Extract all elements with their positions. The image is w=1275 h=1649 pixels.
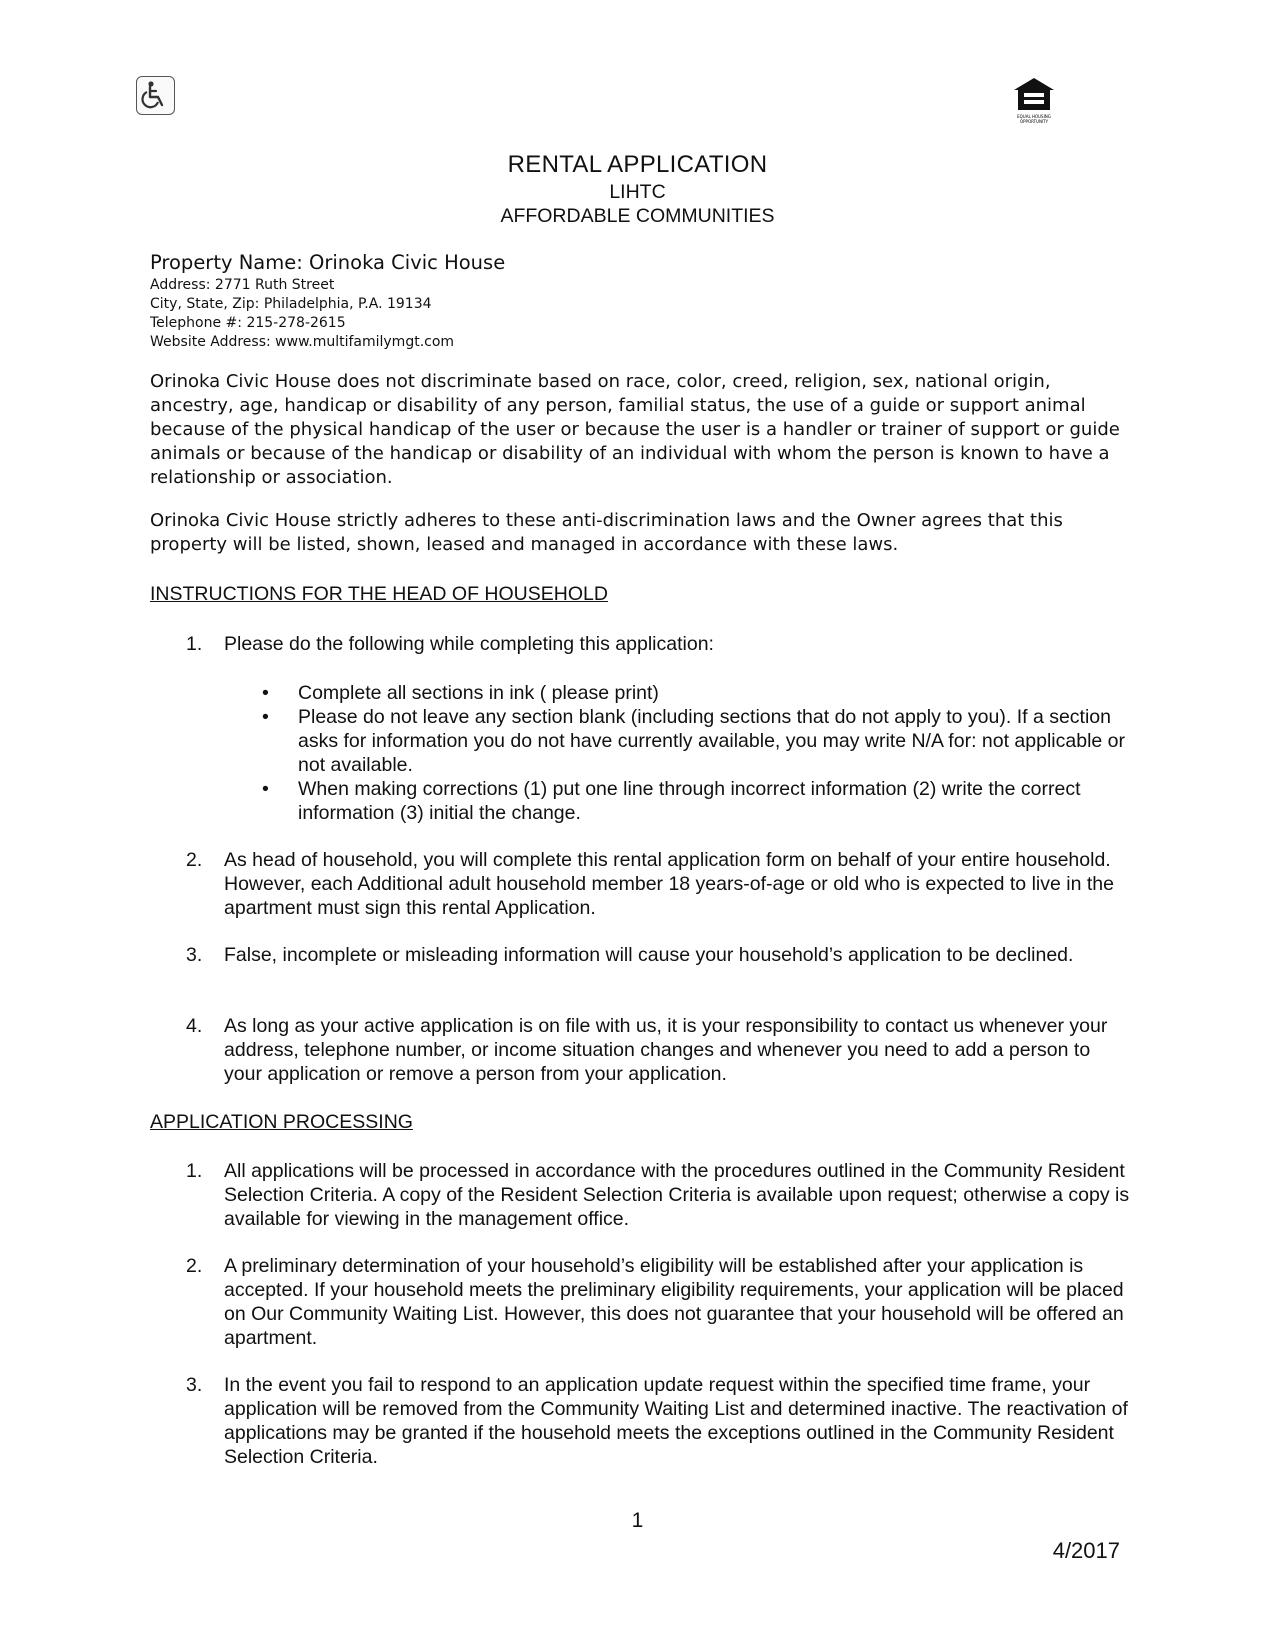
item-text: All applications will be processed in accordance with the procedures outlined in the Community Resident Selection Criteria. A copy of the Resident Selection Criteria is available upon request; otherwise a copy is available for viewing in the management office. bbox=[224, 1160, 1130, 1230]
processing-heading: APPLICATION PROCESSING bbox=[150, 1111, 413, 1133]
item-text: As head of household, you will complete this rental application form on behalf of your entire household. However, each Additional adult household member 18 years-of-age or old who is expected to live in the apartment must sign this rental Application. bbox=[224, 849, 1114, 919]
instruction-item bbox=[150, 848, 1130, 920]
item-text: In the event you fail to respond to an application update request within the specified time frame, your application will be removed from the Community Waiting List and determined inactive. The reactivation of applications may be granted if the household meets the exceptions outlined in the Community Resident Selection Criteria. bbox=[224, 1374, 1128, 1468]
instruction-bullet bbox=[150, 681, 1130, 705]
item-text: As long as your active application is on file with us, it is your responsibility to contact us whenever your address, telephone number, or income situation changes and whenever you need to add a person to your application or remove a person from your application. bbox=[224, 1015, 1108, 1085]
item-number: 4. bbox=[186, 1015, 203, 1037]
item-text: A preliminary determination of your household’s eligibility will be established after your application is accepted. If your household meets the preliminary eligibility requirements, your application will be placed on Our Community Waiting List. However, this does not guarantee that your household will be offered an apartment. bbox=[224, 1255, 1124, 1349]
processing-item bbox=[150, 1373, 1130, 1469]
property-info bbox=[150, 250, 505, 352]
item-number: 1. bbox=[186, 1160, 203, 1182]
property-website: Website Address: www.multifamilymgt.com bbox=[150, 334, 455, 350]
page-number: 1 bbox=[631, 1509, 644, 1532]
title-block bbox=[0, 150, 1275, 228]
instruction-item bbox=[150, 632, 1130, 656]
bullet-text: Complete all sections in ink ( please print) bbox=[298, 682, 659, 704]
property-phone: Telephone #: 215-278-2615 bbox=[150, 315, 346, 331]
property-name: Property Name: Orinoka Civic House bbox=[150, 251, 506, 274]
instruction-bullet bbox=[150, 777, 1130, 825]
item-number: 3. bbox=[186, 1374, 203, 1396]
instructions-heading: INSTRUCTIONS FOR THE HEAD OF HOUSEHOLD bbox=[150, 583, 608, 605]
item-text: False, incomplete or misleading information will cause your household’s application to be declined. bbox=[224, 944, 1074, 966]
item-number: 2. bbox=[186, 849, 203, 871]
processing-item bbox=[150, 1159, 1130, 1231]
item-number: 2. bbox=[186, 1255, 203, 1277]
bullet-icon: • bbox=[262, 706, 269, 728]
page-title: RENTAL APPLICATION bbox=[507, 151, 768, 178]
instruction-item bbox=[150, 1014, 1130, 1086]
item-number: 1. bbox=[186, 633, 203, 655]
equal-housing-text: EQUAL HOUSING OPPORTUNITY bbox=[1017, 114, 1051, 124]
item-text: Please do the following while completing this application: bbox=[224, 633, 714, 655]
processing-item bbox=[150, 1254, 1130, 1350]
bullet-icon: • bbox=[262, 778, 269, 800]
bullet-icon: • bbox=[262, 682, 269, 704]
equal-housing-opportunity-logo bbox=[1010, 76, 1058, 124]
bullet-text: Please do not leave any section blank (including sections that do not apply to you). If a section asks for information you do not have currently available, you may write N/A for: not applicable or not available. bbox=[298, 706, 1125, 776]
bullet-text: When making corrections (1) put one line through incorrect information (2) write the correct information (3) initial the change. bbox=[298, 778, 1081, 824]
property-city: City, State, Zip: Philadelphia, P.A. 19134 bbox=[150, 296, 432, 312]
wheelchair-icon bbox=[136, 76, 175, 115]
instruction-bullet bbox=[150, 705, 1130, 777]
property-address: Address: 2771 Ruth Street bbox=[150, 277, 335, 293]
revision-date: 4/2017 bbox=[1052, 1538, 1120, 1563]
page-subtitle-lihtc: LIHTC bbox=[609, 181, 666, 203]
compliance-paragraph: Orinoka Civic House strictly adheres to these anti-discrimination laws and the Owner agrees that this property will be listed, shown, leased and managed in accordance with these laws. bbox=[150, 510, 1063, 555]
instruction-item bbox=[150, 943, 1130, 967]
nondiscrimination-paragraph: Orinoka Civic House does not discriminate based on race, color, creed, religion, sex, national origin, ancestry, age, handicap or disability of any person, familial status, the use of a guide or support animal because of the physical handicap of the user or because the user is a handler or trainer of support or guide animals or because of the handicap or disability of an individual with whom the person is known to have a relationship or association. bbox=[150, 371, 1120, 488]
item-number: 3. bbox=[186, 944, 203, 966]
page-subtitle-affordable: AFFORDABLE COMMUNITIES bbox=[500, 205, 775, 227]
